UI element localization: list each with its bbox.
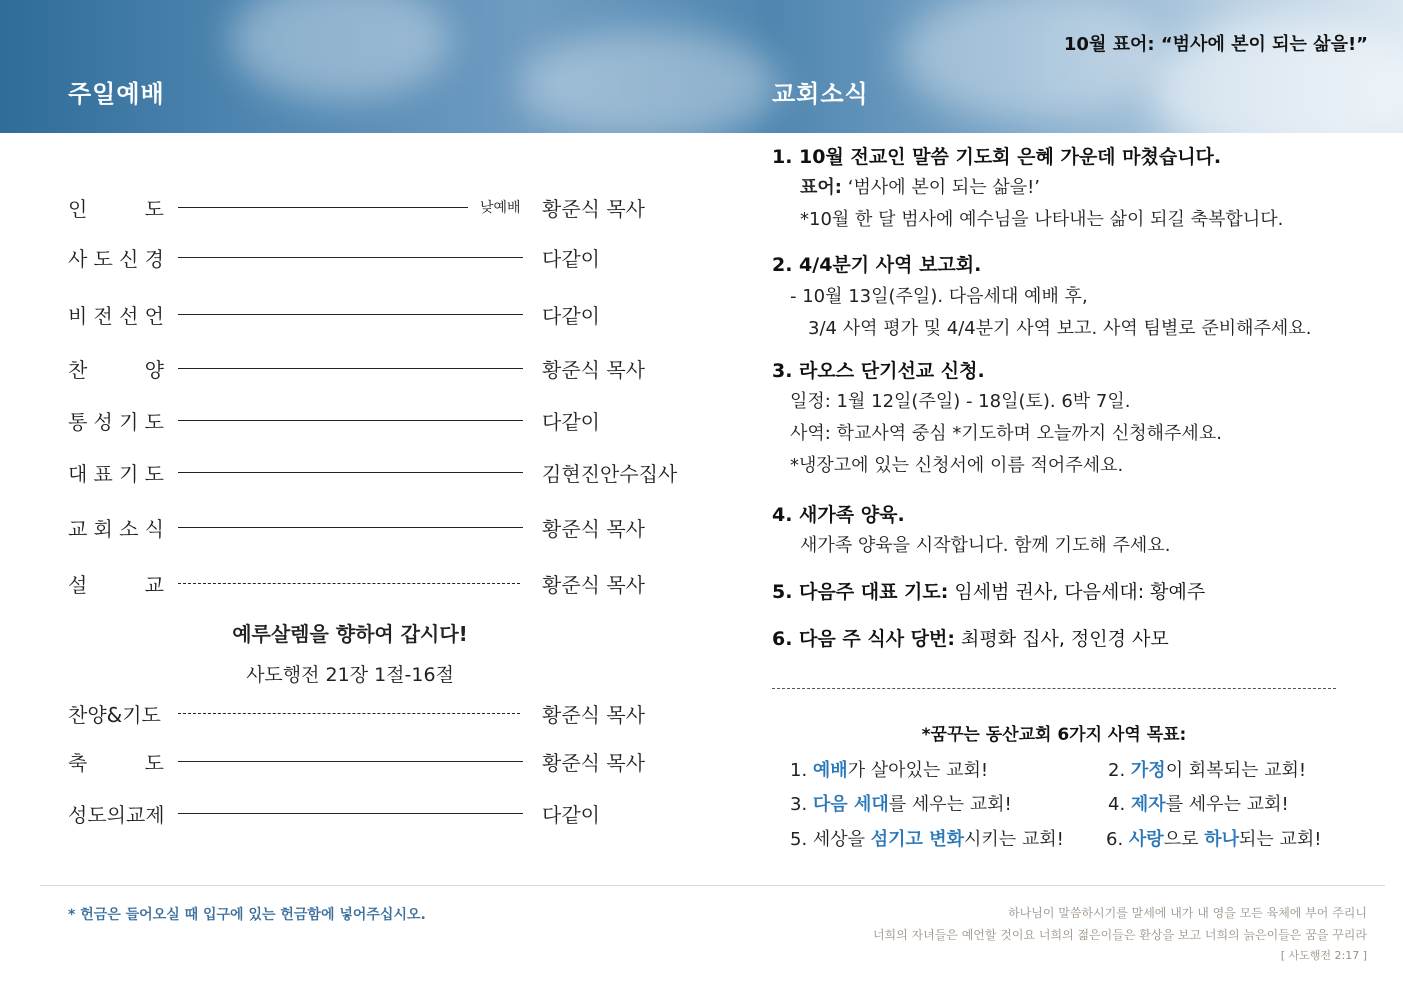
leader-line xyxy=(178,583,520,584)
news-heading: 4. 새가족 양육. xyxy=(772,504,905,526)
news-title: 교회소식 xyxy=(772,80,869,108)
leader-line xyxy=(178,420,523,421)
leader-line xyxy=(178,207,468,208)
monthly-motto: 10월 표어: “범사에 본이 되는 삶을!” xyxy=(1063,34,1368,55)
order-person: 다같이 xyxy=(542,304,600,328)
order-label: 성도의교제 xyxy=(68,803,165,827)
order-label: 통 성 기 도 xyxy=(68,410,164,434)
order-row xyxy=(68,699,708,729)
order-person: 다같이 xyxy=(542,803,600,827)
order-row xyxy=(68,193,708,223)
news-line: *냉장고에 있는 신청서에 이름 적어주세요. xyxy=(790,455,1124,476)
news-heading: 1. 10월 전교인 말씀 기도회 은혜 가운데 마쳤습니다. xyxy=(772,146,1222,168)
leader-line xyxy=(178,368,523,369)
order-label: 찬 양 xyxy=(68,358,164,382)
order-label: 축 도 xyxy=(68,751,164,775)
news-line: 3/4 사역 평가 및 4/4분기 사역 보고. 사역 팀별로 준비해주세요. xyxy=(808,318,1312,339)
order-person: 황준식 목사 xyxy=(542,703,645,727)
order-person: 황준식 목사 xyxy=(542,751,645,775)
leader-line xyxy=(178,761,523,762)
order-person: 다같이 xyxy=(542,410,600,434)
sermon-title: 예루살렘을 향하여 갑시다! xyxy=(232,622,468,646)
news-line: *10월 한 달 범사에 예수님을 나타내는 삶이 되길 축복합니다. xyxy=(800,209,1284,230)
offering-note: * 헌금은 들어오실 때 입구에 있는 헌금함에 넣어주십시오. xyxy=(68,907,426,923)
news-heading: 5. 다음주 대표 기도: 임세범 권사, 다음세대: 황예주 xyxy=(772,581,1206,603)
leader-line xyxy=(178,713,520,714)
goal-item: 1. 예배가 살아있는 교회! xyxy=(790,760,989,781)
leader-line xyxy=(178,257,523,258)
worship-title: 주일예배 xyxy=(68,80,165,108)
news-line: - 10월 13일(주일). 다음세대 예배 후, xyxy=(790,286,1088,307)
order-person: 황준식 목사 xyxy=(542,197,645,221)
leader-line xyxy=(178,314,523,315)
service-name: 낮예배 xyxy=(480,200,521,216)
news-line: 표어: ‘범사에 본이 되는 삶을!’ xyxy=(800,177,1041,198)
order-row xyxy=(68,799,708,829)
sermon-reference: 사도행전 21장 1절-16절 xyxy=(246,664,454,686)
news-line: 일정: 1월 12일(주일) - 18일(토). 6박 7일. xyxy=(790,391,1131,412)
news-heading: 6. 다음 주 식사 당번: 최평화 집사, 정인경 사모 xyxy=(772,628,1169,650)
goal-item: 6. 사랑으로 하나되는 교회! xyxy=(1106,829,1322,850)
order-row xyxy=(68,513,708,543)
order-label: 대 표 기 도 xyxy=(68,462,164,486)
order-row xyxy=(68,569,708,599)
verse-reference: [ 사도행전 2:17 ] xyxy=(1280,949,1367,962)
order-label: 찬양&기도 xyxy=(68,703,161,727)
order-person: 황준식 목사 xyxy=(542,573,645,597)
goal-item: 2. 가정이 회복되는 교회! xyxy=(1108,760,1307,781)
news-heading: 3. 라오스 단기선교 신청. xyxy=(772,360,985,382)
news-heading: 2. 4/4분기 사역 보고회. xyxy=(772,254,982,276)
order-person: 황준식 목사 xyxy=(542,358,645,382)
leader-line xyxy=(178,813,523,814)
footer-divider xyxy=(40,885,1385,886)
order-label: 교 회 소 식 xyxy=(68,517,164,541)
order-row xyxy=(68,243,708,273)
news-line: 새가족 양육을 시작합니다. 함께 기도해 주세요. xyxy=(800,535,1171,556)
leader-line xyxy=(178,472,523,473)
order-person: 김현진안수집사 xyxy=(542,462,678,486)
order-label: 설 교 xyxy=(68,573,164,597)
order-row xyxy=(68,458,708,488)
news-line: 사역: 학교사역 중심 *기도하며 오늘까지 신청해주세요. xyxy=(790,423,1222,444)
order-label: 사 도 신 경 xyxy=(68,247,164,271)
divider xyxy=(772,688,1336,689)
order-row xyxy=(68,747,708,777)
order-row xyxy=(68,354,708,384)
goals-title: *꿈꾸는 동산교회 6가지 사역 목표: xyxy=(921,725,1187,745)
order-row xyxy=(68,406,708,436)
order-person: 황준식 목사 xyxy=(542,517,645,541)
goal-item: 5. 세상을 섬기고 변화시키는 교회! xyxy=(790,829,1064,850)
header-banner xyxy=(0,0,1403,133)
order-label: 비 전 선 언 xyxy=(68,304,164,328)
order-label: 인 도 xyxy=(68,197,164,221)
goal-item: 3. 다음 세대를 세우는 교회! xyxy=(790,794,1012,815)
goal-item: 4. 제자를 세우는 교회! xyxy=(1108,794,1289,815)
order-row xyxy=(68,300,708,330)
order-person: 다같이 xyxy=(542,247,600,271)
verse-line: 하나님이 말씀하시기를 말세에 내가 내 영을 모든 육체에 부어 주리니 xyxy=(1008,906,1367,920)
leader-line xyxy=(178,527,523,528)
verse-line: 너희의 자녀들은 예언할 것이요 너희의 젊은이들은 환상을 보고 너희의 늙은이들은 꿈을 꾸리라 xyxy=(872,928,1367,942)
